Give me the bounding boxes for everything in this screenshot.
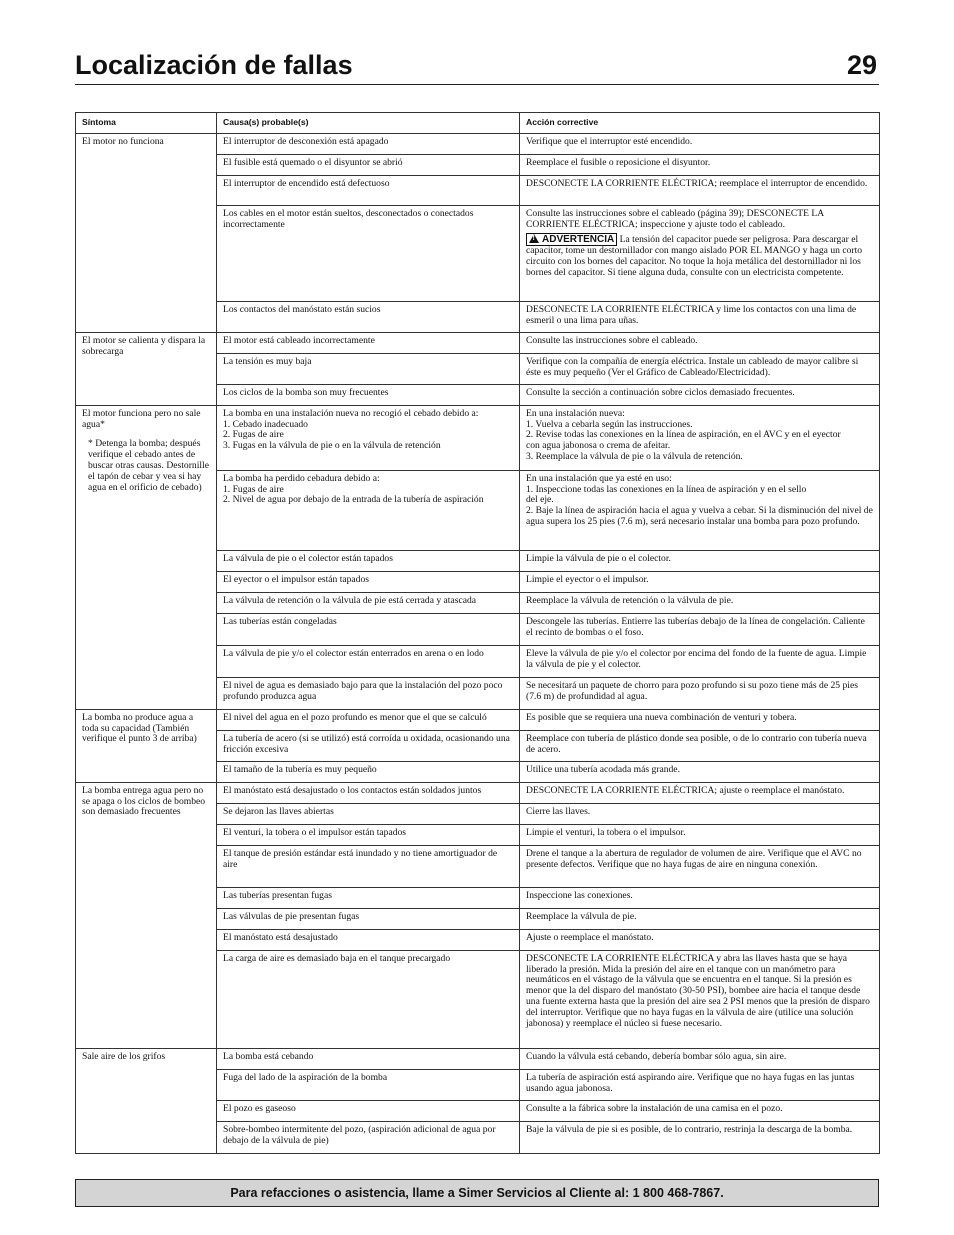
cause-cell: La válvula de retención o la válvula de pie está cerrada y atascada xyxy=(217,592,520,613)
table-row xyxy=(76,709,880,730)
page-header xyxy=(75,48,879,85)
symptom-text: La bomba entrega agua pero no se apaga o los ciclos de bombeo son demasiado frecuentes xyxy=(82,784,206,818)
action-cell: Reemplace la válvula de retención o la válvula de pie. xyxy=(520,592,880,613)
cause-cell: La carga de aire es demasiado baja en el tanque precargado xyxy=(217,950,520,1048)
action-cell: Verifique que el interruptor esté encendido. xyxy=(520,133,880,154)
symptom-cell xyxy=(76,1048,217,1153)
cause-cell: Las tuberías están congeladas xyxy=(217,613,520,645)
action-cell: Ajuste o reemplace el manóstato. xyxy=(520,929,880,950)
action-cell: Cierre las llaves. xyxy=(520,803,880,824)
cause-cell: La bomba ha perdido cebadura debido a: 1. Fugas de aire 2. Nivel de agua por debajo de la entrada de la tubería de aspiración xyxy=(217,470,520,550)
cause-cell: Los cables en el motor están sueltos, desconectados o conectados incorrectamente xyxy=(217,205,520,301)
action-cell: Verifique con la compañía de energía eléctrica. Instale un cableado de mayor calibre si éste es muy pequeño (Ver el Gráfico de Cableado/Electricidad). xyxy=(520,353,880,384)
cause-cell: La válvula de pie y/o el colector están enterrados en arena o en lodo xyxy=(217,645,520,677)
symptom-cell xyxy=(76,709,217,782)
warning-triangle-icon xyxy=(529,234,539,243)
cause-cell: Sobre-bombeo intermitente del pozo, (aspiración adicional de agua por debajo de la válvula de pie) xyxy=(217,1121,520,1153)
action-cell: Consulte las instrucciones sobre el cableado. xyxy=(520,332,880,353)
table-body xyxy=(76,133,880,1153)
symptom-cell xyxy=(76,133,217,332)
cause-cell: La válvula de pie o el colector están tapados xyxy=(217,550,520,571)
column-header-cause: Causa(s) probable(s) xyxy=(217,113,520,134)
symptom-text: Sale aire de los grifos xyxy=(82,1050,166,1062)
action-cell: Es posible que se requiera una nueva combinación de venturi y tobera. xyxy=(520,709,880,730)
action-cell: DESCONECTE LA CORRIENTE ELÉCTRICA; reemplace el interruptor de encendido. xyxy=(520,175,880,205)
cause-cell: Las válvulas de pie presentan fugas xyxy=(217,908,520,929)
table-row xyxy=(76,1048,880,1069)
action-cell: Limpie la válvula de pie o el colector. xyxy=(520,550,880,571)
table-row xyxy=(76,133,880,154)
symptom-cell xyxy=(76,405,217,709)
symptom-note: * Detenga la bomba; después verifique el cebado antes de buscar otras causas. Destornille el tapón de cebar y vea si hay agua en el orificio de cebado) xyxy=(88,438,209,493)
table-row xyxy=(76,332,880,353)
cause-cell: Fuga del lado de la aspiración de la bomba xyxy=(217,1069,520,1100)
table-row xyxy=(76,782,880,803)
action-cell: Reemplace la válvula de pie. xyxy=(520,908,880,929)
action-cell: Drene el tanque a la abertura de regulador de volumen de aire. Verifique que el AVC no presente defectos. Verifique que no haya fugas de aire en ninguna conexión. xyxy=(520,845,880,887)
cause-cell: El manóstato está desajustado xyxy=(217,929,520,950)
table-header-row xyxy=(76,113,880,134)
symptom-text: El motor se calienta y dispara la sobrecarga xyxy=(82,334,206,357)
cause-cell: El tamaño de la tubería es muy pequeño xyxy=(217,761,520,782)
action-cell: Utilice una tubería acodada más grande. xyxy=(520,761,880,782)
warning-label: ADVERTENCIA xyxy=(542,234,615,246)
action-cell: Eleve la válvula de pie y/o el colector por encima del fondo de la fuente de agua. Limpie la válvula de pie y el colector. xyxy=(520,645,880,677)
page-number: 29 xyxy=(846,50,877,80)
action-cell: Reemplace con tubería de plástico donde sea posible, o de lo contrario con tubería nueva de acero. xyxy=(520,730,880,761)
warning-text: La tensión del capacitor puede ser peligrosa. Para descargar el capacitor, tome un destornillador con mango aislado POR EL MANGO y haga un corto circuito con los bornes del capacitor. No toque la hoja metálica del destornillador ni los bornes del capacitor. Si tiene alguna duda, consulte con un electricista competente. xyxy=(526,234,863,278)
symptom-text: El motor no funciona xyxy=(82,135,164,147)
action-cell: Descongele las tuberías. Entierre las tuberías debajo de la línea de congelación. Caliente el recinto de bombas o el foso. xyxy=(520,613,880,645)
cause-cell: El nivel del agua en el pozo profundo es menor que el que se calculó xyxy=(217,709,520,730)
symptom-text: La bomba no produce agua a toda su capacidad (También verifique el punto 3 de arriba) xyxy=(82,711,197,745)
cause-cell: El interruptor de desconexión está apagado xyxy=(217,133,520,154)
action-cell: En una instalación que ya esté en uso: 1. Inspeccione todas las conexiones en la línea de aspiración y en el sello del eje. 2. Baje la línea de aspiración hacia el agua y vuelva a cebar. Si la disminución del nivel de agua supera los 25 pies (7.6 m), será necesario instalar una bomba para pozo profundo. xyxy=(520,470,880,550)
column-header-action: Acción corrective xyxy=(520,113,880,134)
table-row xyxy=(76,405,880,470)
cause-cell: La tubería de acero (si se utilizó) está corroída u oxidada, ocasionando una fricción excesiva xyxy=(217,730,520,761)
action-cell: En una instalación nueva: 1. Vuelva a cebarla según las instrucciones. 2. Revise todas las conexiones en la línea de aspiración, en el AVC y en el eyector con agua jabonosa o crema de afeitar. 3. Reemplace la válvula de pie o la válvula de retención. xyxy=(520,405,880,470)
action-cell: Limpie el eyector o el impulsor. xyxy=(520,571,880,592)
cause-cell: El fusible está quemado o el disyuntor se abrió xyxy=(217,154,520,175)
action-cell: Limpie el venturi, la tobera o el impulsor. xyxy=(520,824,880,845)
cause-cell: La bomba en una instalación nueva no recogió el cebado debido a: 1. Cebado inadecuado 2. Fugas de aire 3. Fugas en la válvula de pie o en la válvula de retención xyxy=(217,405,520,470)
cause-cell: El tanque de presión estándar está inundado y no tiene amortiguador de aire xyxy=(217,845,520,887)
action-cell: DESCONECTE LA CORRIENTE ELÉCTRICA y lime los contactos con una lima de esmeril o una lima para uñas. xyxy=(520,301,880,332)
action-cell: Baje la válvula de pie si es posible, de lo contrario, restrinja la descarga de la bomba. xyxy=(520,1121,880,1153)
cause-cell: El nivel de agua es demasiado bajo para que la instalación del pozo poco profundo produzca agua xyxy=(217,677,520,709)
action-cell: Consulte a la fábrica sobre la instalación de una camisa en el pozo. xyxy=(520,1100,880,1121)
cause-cell: El pozo es gaseoso xyxy=(217,1100,520,1121)
cause-cell: El motor está cableado incorrectamente xyxy=(217,332,520,353)
cause-cell: El interruptor de encendido está defectuoso xyxy=(217,175,520,205)
cause-cell: Los contactos del manóstato están sucios xyxy=(217,301,520,332)
symptom-text: El motor funciona pero no sale agua* xyxy=(82,407,201,430)
action-cell: Reemplace el fusible o reposicione el disyuntor. xyxy=(520,154,880,175)
cause-cell: El eyector o el impulsor están tapados xyxy=(217,571,520,592)
action-cell: Cuando la válvula está cebando, debería bombar sólo agua, sin aire. xyxy=(520,1048,880,1069)
page-title: Localización de fallas xyxy=(75,50,353,80)
cause-cell: El venturi, la tobera o el impulsor están tapados xyxy=(217,824,520,845)
troubleshooting-table xyxy=(75,112,880,1154)
cause-cell: Las tuberías presentan fugas xyxy=(217,887,520,908)
cause-cell: La bomba está cebando xyxy=(217,1048,520,1069)
action-cell: DESCONECTE LA CORRIENTE ELÉCTRICA y abra las llaves hasta que se haya liberado la presión. Mida la presión del aire en el tanque con un manómetro para neumáticos en el vástago de la válvula que se encuentra en el tanque. Si la presión es menor que la del disparo del manóstato (30-50 PSI), bombee aire hacia el tanque desde una fuente externa hasta que la presión del aire sea 2 PSI menos que la presión de disparo del interruptor. Verifique que no haya fugas en la válvula de aire (utilice una solución jabonosa) y reemplace el núcleo si fuese necesario. xyxy=(520,950,880,1048)
cause-cell: Los ciclos de la bomba son muy frecuentes xyxy=(217,384,520,405)
action-cell: La tubería de aspiración está aspirando aire. Verifique que no haya fugas en las juntas usando agua jabonosa. xyxy=(520,1069,880,1100)
symptom-cell xyxy=(76,782,217,1048)
action-cell: Consulte la sección a continuación sobre ciclos demasiado frecuentes. xyxy=(520,384,880,405)
column-header-symptom: Síntoma xyxy=(76,113,217,134)
action-cell: Inspeccione las conexiones. xyxy=(520,887,880,908)
symptom-cell xyxy=(76,332,217,405)
cause-cell: Se dejaron las llaves abiertas xyxy=(217,803,520,824)
action-cell: DESCONECTE LA CORRIENTE ELÉCTRICA; ajuste o reemplace el manóstato. xyxy=(520,782,880,803)
cause-cell: El manóstato está desajustado o los contactos están soldados juntos xyxy=(217,782,520,803)
action-cell: Consulte las instrucciones sobre el cableado (página 39); DESCONECTE LA CORRIENTE ELÉCTRICA; inspeccione y ajuste todo el cableado. !ADVERTENCIA La tensión del capacitor puede ser peligrosa. Para descargar el capacitor, tome un destornillador con mango aislado POR EL MANGO y haga un corto circuito con los bornes del capacitor. No toque la hoja metálica del destornillador ni los bornes del capacitor. Si tiene alguna duda, consulte con un electricista competente. xyxy=(520,205,880,301)
cause-cell: La tensión es muy baja xyxy=(217,353,520,384)
footer-banner: Para refacciones o asistencia, llame a Simer Servicios al Cliente al: 1 800 468-7867. xyxy=(75,1179,879,1207)
action-cell: Se necesitará un paquete de chorro para pozo profundo si su pozo tiene más de 25 pies (7.6 m) de profundidad al agua. xyxy=(520,677,880,709)
